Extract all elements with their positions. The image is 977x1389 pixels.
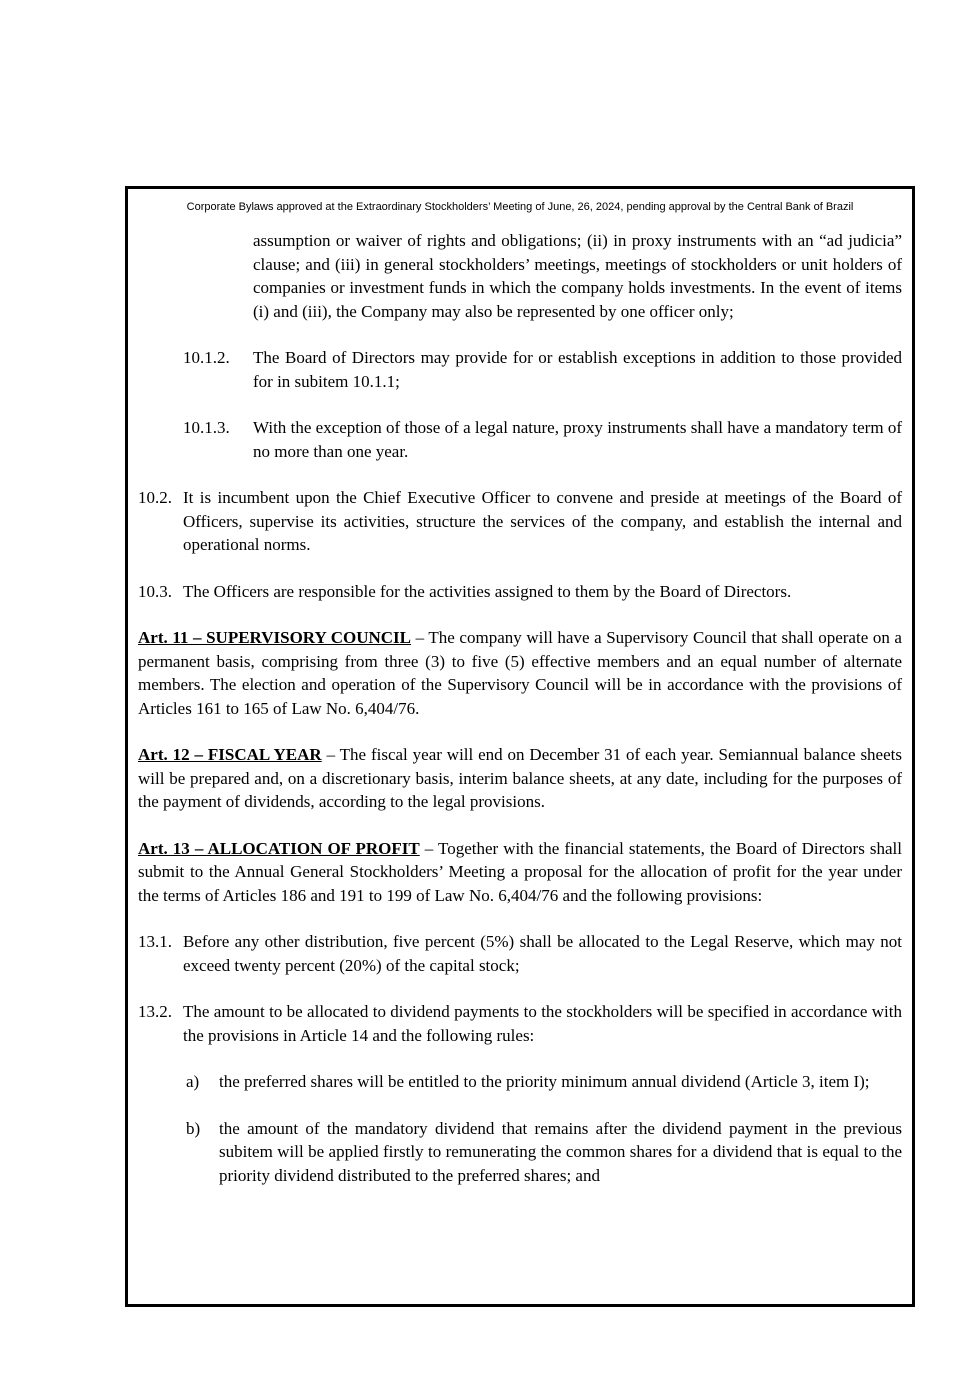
paragraph-text: It is incumbent upon the Chief Executive Officer to convene and preside at meetings of the Board of Officers, supervise its activities, structure the services of the company, and establish the internal and operational norms. — [183, 488, 902, 554]
paragraph-text: Before any other distribution, five percent (5%) shall be allocated to the Legal Reserve, which may not exceed twenty percent (20%) of the capital stock; — [183, 932, 902, 975]
article-paragraph — [138, 837, 902, 908]
item-number: 10.2. — [138, 488, 172, 507]
item-number: 10.1.3. — [183, 418, 230, 437]
paragraph — [138, 229, 902, 323]
item-number: 13.2. — [138, 1002, 172, 1021]
paragraph-text: The amount to be allocated to dividend payments to the stockholders will be specified in accordance with the provisions in Article 14 and the following rules: — [183, 1002, 902, 1045]
item-number: a) — [186, 1072, 200, 1091]
item-number: 10.1.2. — [183, 348, 230, 367]
paragraph — [138, 1117, 902, 1188]
paragraph-text: – Together with the financial statements, the Board of Directors shall submit to the Annual General Stockholders’ Meeting a proposal for the allocation of profit for the year under the terms of Articles 186 and 191 to 199 of Law No. 6,404/76 and the following provisions: — [138, 838, 902, 905]
paragraph-text: – The fiscal year will end on December 31 of each year. Semiannual balance sheets will be prepared and, on a discretionary basis, interim balance sheets, at any date, including for the purposes of the payment of dividends, according to the legal provisions. — [138, 745, 902, 811]
paragraph-text: the amount of the mandatory dividend that remains after the dividend payment in the previous subitem will be applied firstly to remunerating the common shares for a dividend that is equal to the priority dividend distributed to the preferred shares; and — [219, 1118, 902, 1185]
item-number: 10.3. — [138, 581, 172, 601]
paragraph-text: – The company will have a Supervisory Council that shall operate on a permanent basis, comprising from three (3) to five (5) effective members and an equal number of alternate members. The election and operation of the Supervisory Council will be in accordance with the provisions of Articles 161 to 165 of Law No. 6,404/76. — [138, 628, 902, 718]
article-paragraph — [138, 626, 902, 720]
article-heading: Art. 12 – FISCAL YEAR — [138, 745, 322, 764]
article-heading: Art. 11 – SUPERVISORY COUNCIL — [138, 628, 412, 647]
page-border — [125, 186, 915, 1307]
item-number: b) — [186, 1118, 201, 1138]
paragraph-text: The Officers are responsible for the activities assigned to them by the Board of Directors. — [183, 581, 792, 601]
paragraph-text: The Board of Directors may provide for or establish exceptions in addition to those provided for in subitem 10.1.1; — [253, 348, 902, 391]
paragraph — [138, 1070, 902, 1094]
paragraph-text: assumption or waiver of rights and obligations; (ii) in proxy instruments with an “ad judicia” clause; and (iii) in general stockholders’ meetings, meetings of stockholders or unit holders of companies or investment funds in which the company holds investments. In the event of items (i) and (iii), the Company may also be represented by one officer only; — [253, 231, 902, 321]
document-blocks — [138, 229, 902, 1187]
paragraph — [138, 486, 902, 557]
paragraph-text: With the exception of those of a legal nature, proxy instruments shall have a mandatory term of no more than one year. — [253, 418, 902, 461]
paragraph — [138, 1000, 902, 1047]
paragraph-text: the preferred shares will be entitled to the priority minimum annual dividend (Article 3, item I); — [219, 1072, 870, 1091]
item-number: 13.1. — [138, 932, 172, 951]
article-heading: Art. 13 – ALLOCATION OF PROFIT — [138, 838, 420, 858]
document-header: Corporate Bylaws approved at the Extraordinary Stockholders’ Meeting of June, 26, 2024, pending approval by the Central Bank of Brazil — [186, 201, 854, 213]
paragraph — [138, 416, 902, 463]
paragraph — [138, 580, 902, 604]
article-paragraph — [138, 743, 902, 814]
paragraph — [138, 930, 902, 977]
paragraph — [138, 346, 902, 393]
